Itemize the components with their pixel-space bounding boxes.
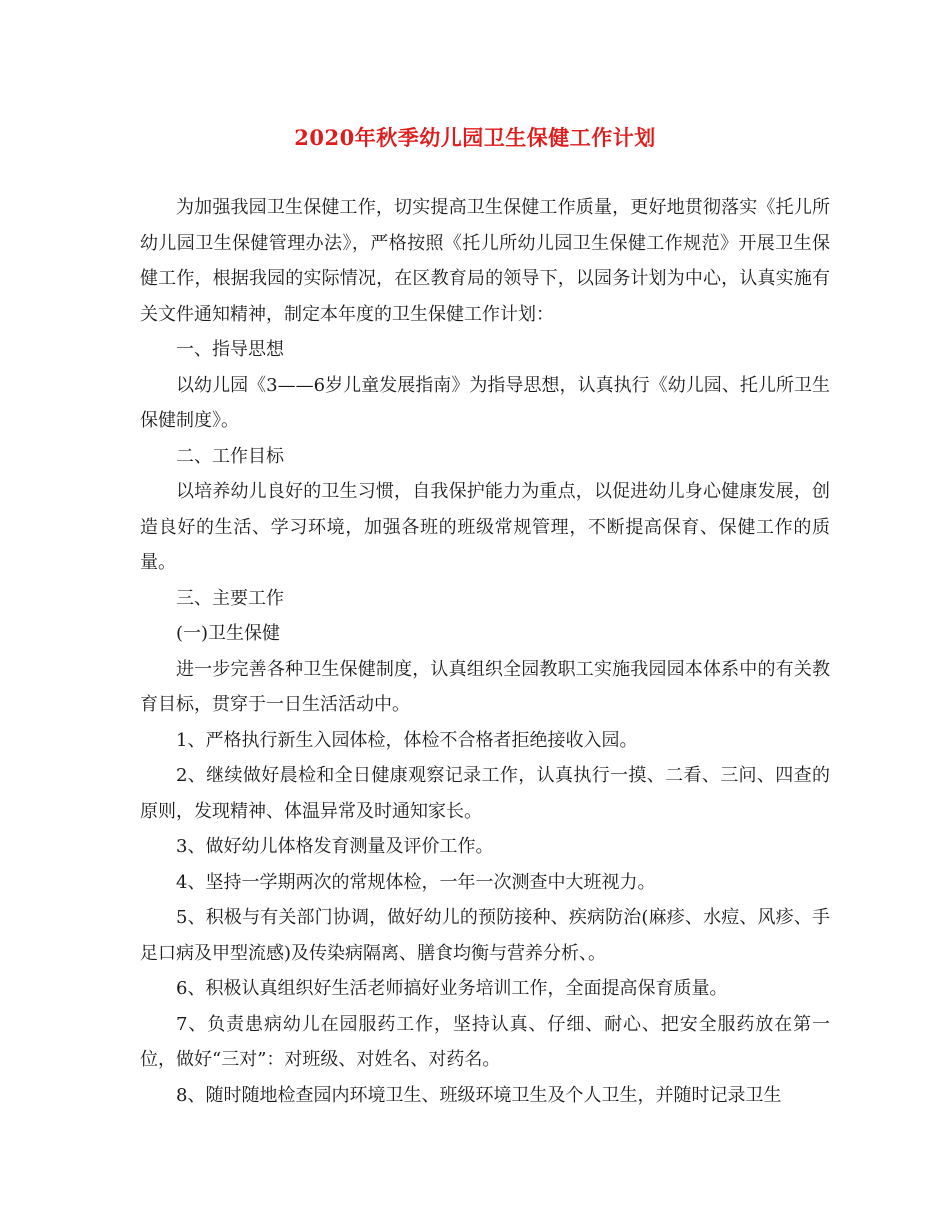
subsection-heading-hygiene: (一)卫生保健 [176, 623, 281, 644]
list-item-1: 1、严格执行新生入园体检，体检不合格者拒绝接收入园。 [176, 729, 638, 751]
list-item-8: 8、随时随地检查园内环境卫生、班级环境卫生及个人卫生，并随时记录卫生 [176, 1084, 782, 1106]
document-body [140, 190, 830, 1113]
paragraph-hygiene-intro: 进一步完善各种卫生保健制度，认真组织全园教职工实施我园园本体系中的有关教育目标，贯穿于一日生活活动中。 [140, 658, 830, 715]
section-heading-guiding-ideology: 一、指导思想 [176, 339, 284, 360]
paragraph-guiding-ideology: 以幼儿园《3——6岁儿童发展指南》为指导思想，认真执行《幼儿园、托儿所卫生保健制度》。 [140, 374, 830, 431]
list-item-2: 2、继续做好晨检和全日健康观察记录工作，认真执行一摸、二看、三问、四查的原则，发现精神、体温异常及时通知家长。 [140, 765, 830, 822]
paragraph-work-goals: 以培养幼儿良好的卫生习惯，自我保护能力为重点，以促进幼儿身心健康发展，创造良好的生活、学习环境，加强各班的班级常规管理，不断提高保育、保健工作的质量。 [140, 481, 830, 573]
section-heading-work-goals: 二、工作目标 [176, 445, 284, 467]
list-item-5: 5、积极与有关部门协调，做好幼儿的预防接种、疾病防治(麻疹、水痘、风疹、手足口病及甲型流感)及传染病隔离、膳食均衡与营养分析、。 [140, 907, 830, 964]
list-item-3: 3、做好幼儿体格发育测量及评价工作。 [176, 836, 494, 857]
list-item-6: 6、积极认真组织好生活老师搞好业务培训工作，全面提高保育质量。 [176, 978, 728, 999]
document-title: 2020年秋季幼儿园卫生保健工作计划 [294, 125, 656, 150]
list-item-4: 4、坚持一学期两次的常规体检，一年一次测查中大班视力。 [176, 871, 656, 893]
list-item-7: 7、负责患病幼儿在园服药工作，坚持认真、仔细、耐心、把安全服药放在第一位，做好“三对”：对班级、对姓名、对药名。 [140, 1013, 830, 1070]
paragraph-intro: 为加强我园卫生保健工作，切实提高卫生保健工作质量，更好地贯彻落实《托儿所幼儿园卫生保健管理办法》，严格按照《托儿所幼儿园卫生保健工作规范》开展卫生保健工作，根据我园的实际情况，在区教育局的领导下，以园务计划为中心，认真实施有关文件通知精神，制定本年度的卫生保健工作计划： [140, 197, 830, 325]
section-heading-main-work: 三、主要工作 [176, 587, 284, 609]
